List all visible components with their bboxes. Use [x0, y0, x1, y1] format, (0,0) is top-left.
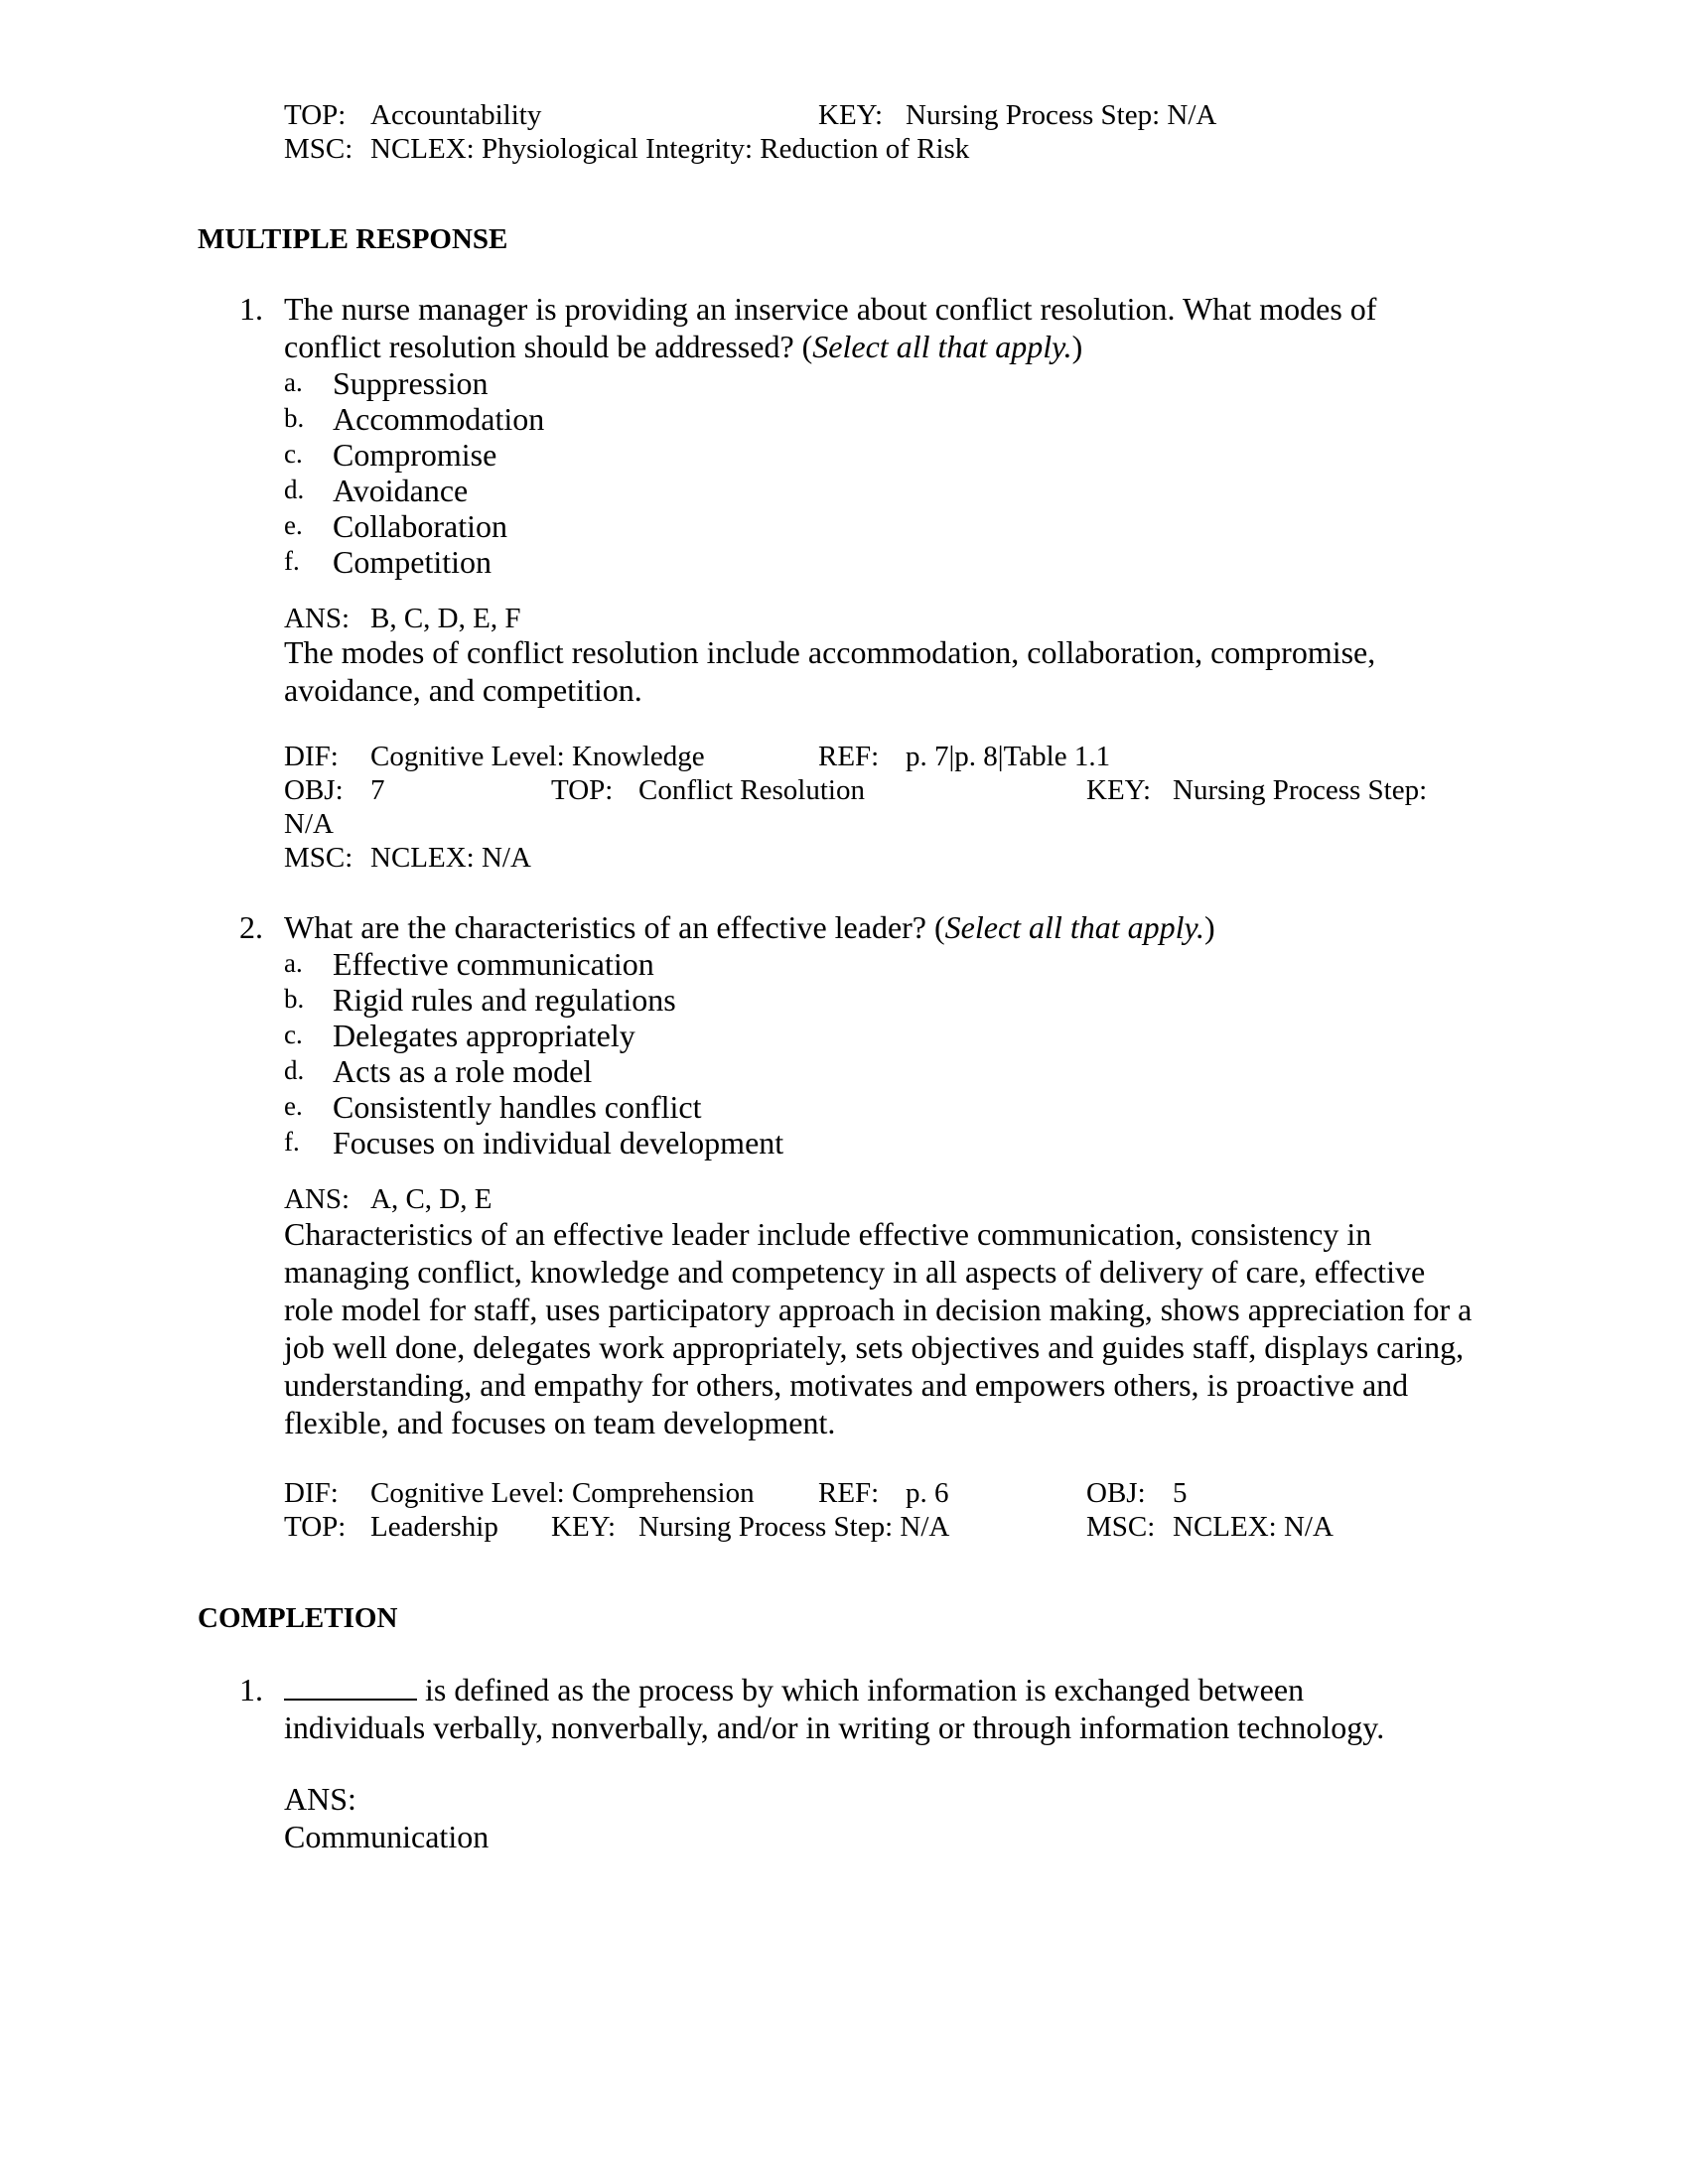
key-value-continued: N/A	[284, 808, 334, 840]
ref-value: p. 7|p. 8|Table 1.1	[906, 741, 1111, 772]
msc-value: NCLEX: N/A	[1173, 1511, 1334, 1543]
rationale: Characteristics of an effective leader include effective communication, consistency in managing conflict, knowledge and competency in all aspects of delivery of care, effective role model for staff, uses participatory approach in decision making, shows appreciation for a job well done, delegates work appropriately, sets objectives and guides staff, displays caring, understanding, and empathy for others, motivates and empowers others, is proactive and flexible, and focuses on team development.	[284, 1216, 1473, 1440]
top-value: Accountability	[370, 99, 542, 131]
option-text: Consistently handles conflict	[333, 1089, 702, 1125]
option-letter: f.	[284, 1127, 300, 1157]
rationale: The modes of conflict resolution include accommodation, collaboration, compromise, avoidance, and competition.	[284, 634, 1376, 708]
stem-text: What are the characteristics of an effective leader? (	[284, 909, 945, 945]
option-letter: c.	[284, 439, 303, 469]
option-letter: e.	[284, 510, 303, 540]
dif-value: Cognitive Level: Comprehension	[370, 1477, 755, 1509]
option-text: Competition	[333, 544, 492, 580]
option-letter: b.	[284, 984, 305, 1014]
top-label: TOP:	[551, 774, 614, 806]
stem-end: )	[1071, 329, 1083, 364]
option-text: Accommodation	[333, 401, 545, 437]
obj-value: 5	[1173, 1477, 1188, 1509]
option-text: Acts as a role model	[333, 1053, 593, 1089]
ref-value: p. 6	[906, 1477, 949, 1509]
stem-italic: Select all that apply.	[812, 329, 1072, 364]
option-letter: d.	[284, 475, 305, 504]
dif-value: Cognitive Level: Knowledge	[370, 741, 705, 772]
question-stem	[284, 290, 1456, 365]
stem-end: )	[1203, 909, 1215, 945]
option-letter: c.	[284, 1020, 303, 1049]
key-value: Nursing Process Step: N/A	[638, 1511, 950, 1543]
dif-label: DIF:	[284, 741, 339, 772]
question-number: 1.	[239, 1672, 263, 1707]
stem-text: The nurse manager is providing an inservice about conflict resolution. What modes of conflict resolution should be addressed? (	[284, 291, 1377, 364]
question-stem	[284, 908, 1456, 946]
top-label: TOP:	[284, 99, 347, 131]
ref-label: REF:	[818, 741, 880, 772]
question-number: 2.	[239, 909, 263, 945]
stem-italic: Select all that apply.	[944, 909, 1204, 945]
msc-value: NCLEX: Physiological Integrity: Reduction of Risk	[370, 133, 970, 165]
top-label: TOP:	[284, 1511, 347, 1543]
option-text: Suppression	[333, 365, 489, 401]
top-value: Conflict Resolution	[638, 774, 865, 806]
option-text: Collaboration	[333, 508, 507, 544]
option-text: Effective communication	[333, 946, 654, 982]
answer-value: Communication	[284, 1819, 490, 1854]
key-value: Nursing Process Step: N/A	[906, 99, 1217, 131]
answer-label: ANS:	[284, 1781, 356, 1817]
msc-label: MSC:	[284, 842, 353, 874]
option-letter: e.	[284, 1091, 303, 1121]
msc-label: MSC:	[1086, 1511, 1156, 1543]
section-heading-completion: COMPLETION	[198, 1602, 398, 1634]
option-text: Avoidance	[333, 473, 469, 508]
key-label: KEY:	[1086, 774, 1151, 806]
option-text: Delegates appropriately	[333, 1018, 635, 1053]
question-stem-line-1	[284, 1671, 1304, 1708]
option-letter: a.	[284, 948, 303, 978]
answer-blank	[284, 1673, 417, 1701]
obj-value: 7	[370, 774, 385, 806]
ref-label: REF:	[818, 1477, 880, 1509]
stem-text: is defined as the process by which information is exchanged between	[425, 1672, 1305, 1707]
question-number: 1.	[239, 291, 263, 327]
answer-label: ANS:	[284, 1183, 351, 1215]
section-heading-multiple-response: MULTIPLE RESPONSE	[198, 223, 508, 255]
key-label: KEY:	[818, 99, 883, 131]
key-value: Nursing Process Step:	[1173, 774, 1428, 806]
option-letter: d.	[284, 1055, 305, 1085]
top-value: Leadership	[370, 1511, 498, 1543]
answer-value: B, C, D, E, F	[370, 603, 521, 634]
msc-value: NCLEX: N/A	[370, 842, 531, 874]
option-letter: b.	[284, 403, 305, 433]
question-stem-line-2: individuals verbally, nonverbally, and/or in writing or through information technology.	[284, 1709, 1385, 1745]
msc-label: MSC:	[284, 133, 353, 165]
obj-label: OBJ:	[1086, 1477, 1146, 1509]
dif-label: DIF:	[284, 1477, 339, 1509]
option-letter: a.	[284, 367, 303, 397]
key-label: KEY:	[551, 1511, 616, 1543]
obj-label: OBJ:	[284, 774, 344, 806]
answer-value: A, C, D, E	[370, 1183, 492, 1215]
answer-label: ANS:	[284, 603, 351, 634]
option-text: Focuses on individual development	[333, 1125, 784, 1160]
option-text: Compromise	[333, 437, 497, 473]
option-letter: f.	[284, 546, 300, 576]
option-text: Rigid rules and regulations	[333, 982, 676, 1018]
